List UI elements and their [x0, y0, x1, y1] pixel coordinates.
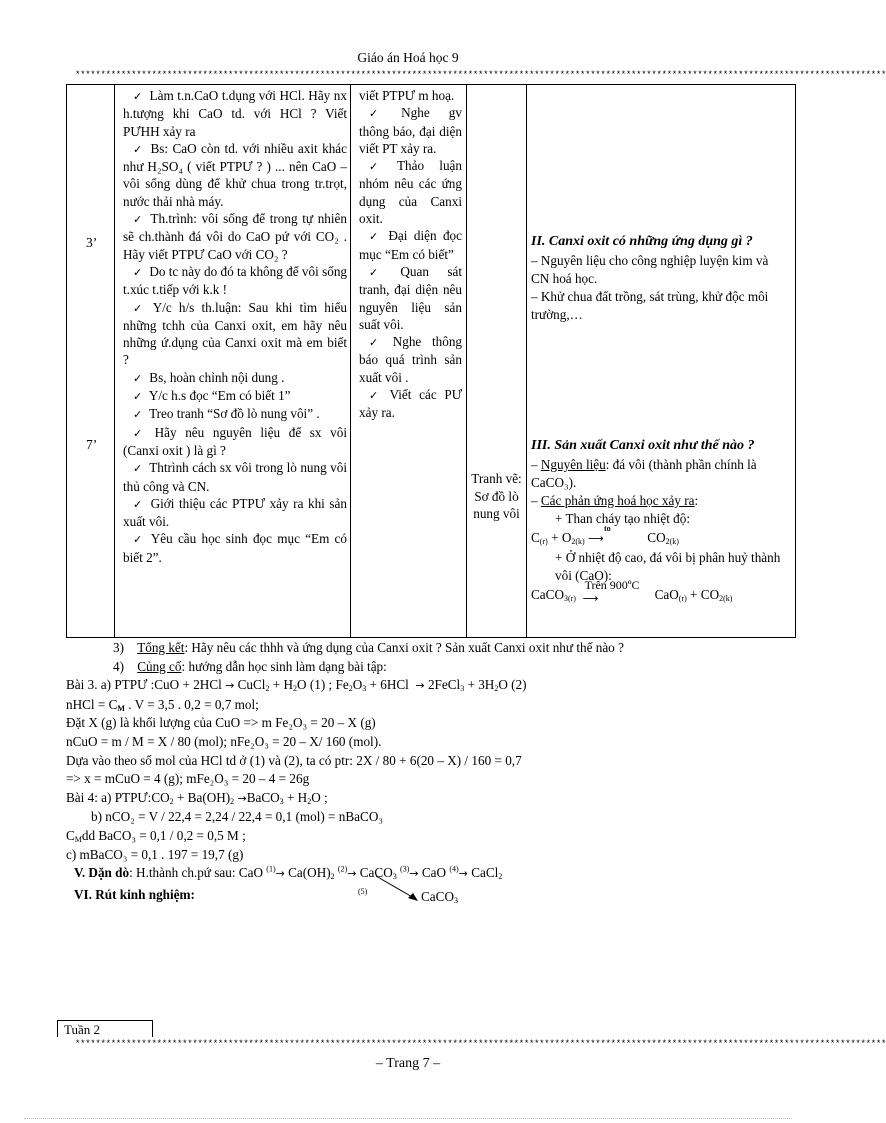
reaction-intro-1: + Than cháy tạo nhiệt độ: [555, 511, 691, 526]
teaching-aid-text: Tranh vẽ: Sơ đồ lò nung vôi [471, 471, 522, 521]
section-2-item: – Nguyên liệu cho công nghiệp luyện kim và CN hoá học. [531, 253, 769, 286]
student-activity: ✓ Thảo luận nhóm nêu các ứng dụng của Canxi oxit. [359, 158, 462, 227]
check-mark-icon: ✓ [369, 230, 379, 244]
footer-star-divider: *************************************************************************************************************************************************************** [75, 1039, 886, 1049]
reaction-2-equation: CaCO$_{3(r)}$ Trên 900ºC $_⟶$ $CaO_{(r)} + CO_{2(k)}$ [531, 585, 789, 606]
reaction-intro-2: + Ở nhiệt độ cao, đá vôi bị phân huỷ thành vôi (CaO): [555, 550, 781, 583]
temperature-label: Trên 900ºC [584, 578, 640, 592]
teacher-activity: ✓ Giới thiệu các PTPƯ xảy ra khi sản xuất vôi. [123, 495, 347, 530]
diagonal-arrow-icon [374, 874, 424, 904]
lesson-table [66, 84, 796, 638]
exercise-4-line-2: b) nCO₂ = V / 22,4 = 2,24 / 22,4 = 0,1 (mol) = nBaCO₃ [91, 809, 383, 825]
exercise-3-line-4: nCuO = m / M = X / 80 (mol); nFe₂O₃ = 20 – X/ 160 (mol). [66, 733, 382, 749]
check-mark-icon: ✓ [133, 408, 143, 422]
document-header-title: Giáo án Hoá học 9 [357, 50, 459, 65]
teacher-activity: ✓ Làm t.n.CaO t.dụng với HCl. Hãy nx h.tượng khi CaO td. với HCl ? Viết PƯHH xảy ra [123, 88, 347, 139]
consolidation-line: 4) Củng cố: hướng dẫn học sinh làm dạng bài tập: [113, 658, 387, 674]
teacher-activity-column [115, 85, 351, 638]
exercise-3-line-2: nHCl = $C_M$ . V = 3,5 . 0,2 = 0,7 mol; [66, 696, 259, 713]
check-mark-icon: ✓ [133, 497, 143, 511]
section-2-block [531, 233, 789, 324]
check-mark-icon: ✓ [369, 265, 379, 279]
student-activity: ✓ Viết các PƯ xảy ra. [359, 387, 462, 421]
teacher-activity: ✓ Treo tranh “Sơ đồ lò nung vôi” . [123, 405, 347, 423]
section-3-block [531, 437, 789, 606]
section-3-title: III. Sản xuất Canxi oxit như thế nào ? [531, 438, 755, 453]
check-mark-icon: ✓ [369, 336, 379, 350]
check-mark-icon: ✓ [133, 90, 143, 103]
student-activity: ✓ Nghe thông báo quá trình sản xuất vôi . [359, 334, 463, 385]
bottom-dotted-rule [24, 1118, 792, 1119]
exercise-4-equation: Bài 4: a) $PTPƯ:CO_2 + Ba(OH)_2$ →BaCO$_3$ + $H_2O$ ; [66, 789, 328, 806]
check-mark-icon: ✓ [133, 301, 143, 315]
check-mark-icon: ✓ [133, 390, 143, 404]
teacher-activity: ✓ Yêu cầu học sinh đọc mục “Em có biết 2”. [123, 531, 348, 565]
header-star-divider: *************************************************************************************************************************************************************** [75, 70, 886, 80]
heat-label: to [603, 524, 611, 533]
check-mark-icon: ✓ [133, 213, 143, 227]
check-mark-icon: ✓ [369, 160, 379, 174]
exercise-4-line-3: $C_Mdd$ BaCO₃ = 0,1 / 0,2 = 0,5 M ; [66, 827, 246, 844]
content-column [527, 85, 796, 638]
student-activity: ✓ Nghe gv thông báo, đại diện viết PT xảy ra. [359, 105, 462, 156]
check-mark-icon: ✓ [133, 371, 143, 385]
check-mark-icon: ✓ [369, 389, 379, 403]
teacher-activity: ✓ Bs: CaO còn td. với nhiều axit khác như H₂SO₄ ( viết PTPƯ ? ) ... nên CaO – vôi sống dùng để khử chua trong tr.trọt, nước thải nhà máy. [123, 140, 348, 209]
section-5-line: V. Dặn dò: H.thành ch.pứ sau: CaO $^{(1)}\to Ca(OH)_2$ $^{(2)}$→ CaCO$_3$ $^{(3)}$→ CaO $^{(4)}$→ CaCl$_2$ [74, 864, 503, 882]
exercise-3-line-6: => x = mCuO = 4 (g); mFe₂O₃ = 20 – 4 = 26g [66, 771, 310, 787]
page-number: – Trang 7 – [375, 1056, 441, 1071]
check-mark-icon: ✓ [133, 426, 143, 440]
reaction-arrow-icon: ⟶ [582, 592, 599, 605]
exercise-3-line-3: Đặt X (g) là khối lượng của CuO => m Fe₂O₃ = 20 – X (g) [66, 715, 376, 731]
reaction-5-label: (5) [358, 887, 368, 897]
reaction-arrow-icon: ⟶ [587, 532, 604, 545]
exercise-3-line-5: Dựa vào theo số mol của HCl td ở (1) và (2), ta có ptr: 2X / 80 + 6(20 – X) / 160 = 0,7 [66, 752, 522, 768]
raw-material-line: – Nguyên liệu: đá vôi (thành phần chính là CaCO₃). [531, 457, 757, 490]
check-mark-icon: ✓ [133, 265, 143, 279]
teacher-activity: ✓ Bs, hoàn chỉnh nội dung . [123, 369, 347, 387]
teacher-activity: ✓ Th.trình: vôi sống để trong tự nhiên sẽ ch.thành đá vôi do CaO pứ với CO₂ . Hãy viết PTPƯ CaO với CO₂ ? [123, 211, 347, 262]
lesson-body [66, 639, 786, 910]
check-mark-icon: ✓ [133, 142, 143, 156]
section-2-item: – Khử chua đất trồng, sát trùng, khử độc môi trường,… [531, 289, 769, 322]
time-cell-1: 3’ [86, 235, 98, 250]
check-mark-icon: ✓ [133, 462, 143, 476]
teacher-activity: ✓ Y/c h/s th.luận: Sau khi tìm hiểu những tchh của Canxi oxit, em hãy nêu những ứ.dụng của Canxi oxit mà em biết ? [123, 299, 347, 368]
summary-line: 3) Tổng kết: Hãy nêu các thhh và ứng dụng của Canxi oxit ? Sản xuất Canxi oxit như thế nào ? [113, 640, 624, 655]
section-2-title: II. Canxi oxit có những ứng dụng gì ? [531, 234, 753, 249]
teacher-activity: ✓ Hãy nêu nguyên liệu để sx vôi (Canxi oxit ) là gì ? [123, 424, 347, 458]
time-cell-2: 7’ [86, 437, 98, 452]
teaching-aid-column [467, 85, 527, 638]
student-activity-list [351, 85, 466, 422]
exercise-4-line-4: c) mBaCO₃ = 0,1 . 197 = 19,7 (g) [66, 846, 244, 862]
week-label: Tuần 2 [57, 1020, 153, 1037]
reaction-5-product: CaCO$_3$ [421, 889, 458, 906]
student-activity-lead: viết PTPƯ m hoạ. [359, 88, 455, 103]
teacher-activity: ✓ Thtrình cách sx vôi trong lò nung vôi thủ công và CN. [123, 460, 347, 494]
student-activity-column [351, 85, 467, 638]
teacher-activity: ✓ Y/c h.s đọc “Em có biết 1” [123, 387, 347, 405]
exercise-3-equations: Bài 3. a) PTPƯ :CuO + 2HCl → CuCl$_2$ + $H_2O$ (1) ; $Fe_2O_3 + 6HCl$ → 2FeCl$_3$ + $3H_2O$ (2) [66, 677, 527, 694]
teacher-activity: ✓ Do tc này do đó ta không để vôi sống t.xúc t.tiếp với k.k ! [123, 263, 348, 298]
student-activity: ✓ Quan sát tranh, đại diện nêu nguyên liệu sản suất vôi. [359, 263, 462, 332]
check-mark-icon: ✓ [133, 533, 143, 547]
section-6-line: VI. Rút kinh nghiệm: (5) CaCO$_3$ [66, 886, 786, 910]
teacher-activity-list [115, 85, 350, 566]
reactions-heading: – Các phản ứng hoá học xảy ra: [531, 493, 699, 508]
student-activity: ✓ Đại diện đọc mục “Em có biết” [359, 228, 462, 262]
time-column [67, 85, 115, 638]
check-mark-icon: ✓ [369, 107, 379, 121]
reaction-1-equation: $C_{(r)} + O_{2(k)}$ to ⟶ $CO_{2(k)}$ [531, 528, 789, 549]
